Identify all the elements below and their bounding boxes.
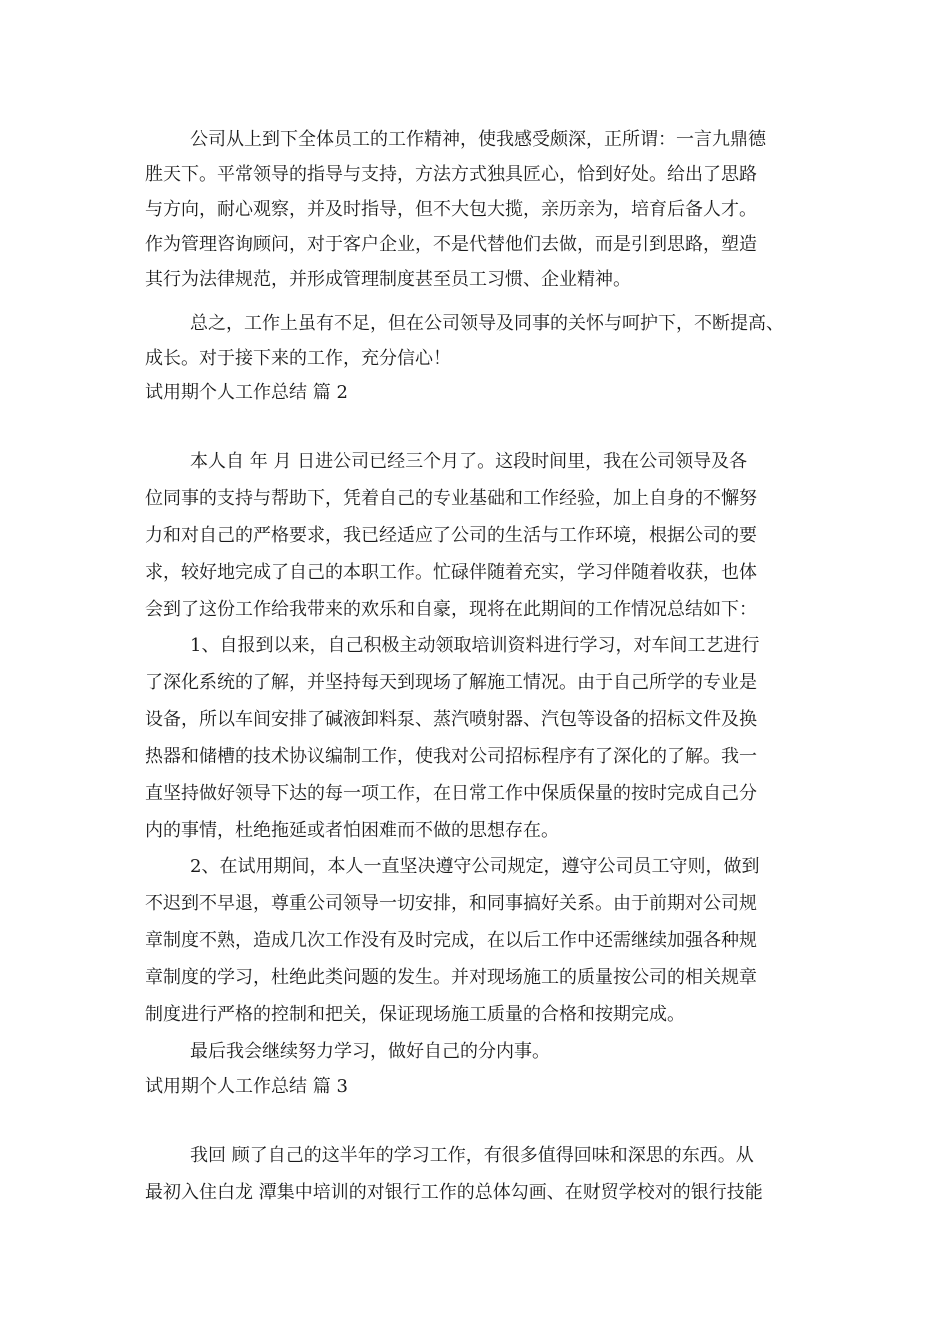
- text-line: 章制度不熟，造成几次工作没有及时完成，在以后工作中还需继续加强各种规: [145, 930, 757, 951]
- text-line: 直坚持做好领导下达的每一项工作，在日常工作中保质保量的按时完成自己分: [145, 783, 757, 804]
- text-line: 胜天下。平常领导的指导与支持，方法方式独具匠心，恰到好处。给出了思路: [145, 164, 757, 185]
- text-line: 我回 顾了自己的这半年的学习工作，有很多值得回味和深思的东西。从: [190, 1145, 754, 1166]
- text-line: 本人自 年 月 日进公司已经三个月了。这段时间里，我在公司领导及各: [190, 451, 748, 472]
- text-line: 制度进行严格的控制和把关，保证现场施工质量的合格和按期完成。: [145, 1004, 685, 1025]
- text-line: 求，较好地完成了自己的本职工作。忙碌伴随着充实，学习伴随着收获，也体: [145, 562, 757, 583]
- section-heading: 试用期个人工作总结 篇 3: [145, 1076, 348, 1097]
- text-line: 总之，工作上虽有不足，但在公司领导及同事的关怀与呵护下，不断提高、: [190, 313, 784, 334]
- text-line: 热器和储槽的技术协议编制工作，使我对公司招标程序有了深化的了解。我一: [145, 746, 757, 767]
- text-line: 最初入住白龙 潭集中培训的对银行工作的总体勾画、在财贸学校对的银行技能: [145, 1182, 763, 1203]
- text-line: 会到了这份工作给我带来的欢乐和自豪，现将在此期间的工作情况总结如下：: [145, 599, 757, 620]
- text-line: 作为管理咨询顾问，对于客户企业，不是代替他们去做，而是引到思路，塑造: [145, 234, 757, 255]
- text-line: 位同事的支持与帮助下，凭着自己的专业基础和工作经验，加上自身的不懈努: [145, 488, 757, 509]
- text-line: 力和对自己的严格要求，我已经适应了公司的生活与工作环境，根据公司的要: [145, 525, 757, 546]
- text-line: 其行为法律规范，并形成管理制度甚至员工习惯、企业精神。: [145, 269, 631, 290]
- text-line: 最后我会继续努力学习，做好自己的分内事。: [190, 1041, 550, 1062]
- text-line: 与方向，耐心观察，并及时指导，但不大包大揽，亲历亲为，培育后备人才。: [145, 199, 757, 220]
- text-line: 章制度的学习，杜绝此类问题的发生。并对现场施工的质量按公司的相关规章: [145, 967, 757, 988]
- text-line: 内的事情，杜绝拖延或者怕困难而不做的思想存在。: [145, 820, 559, 841]
- section-heading: 试用期个人工作总结 篇 2: [145, 382, 348, 403]
- text-line: 了深化系统的了解，并坚持每天到现场了解施工情况。由于自己所学的专业是: [145, 672, 757, 693]
- text-line: 不迟到不早退，尊重公司领导一切安排，和同事搞好关系。由于前期对公司规: [145, 893, 757, 914]
- text-line: 设备，所以车间安排了碱液卸料泵、蒸汽喷射器、汽包等设备的招标文件及换: [145, 709, 757, 730]
- text-line: 2、在试用期间，本人一直坚决遵守公司规定，遵守公司员工守则，做到: [190, 856, 760, 877]
- text-line: 成长。对于接下来的工作，充分信心！: [145, 348, 451, 369]
- text-line: 1、自报到以来，自己积极主动领取培训资料进行学习，对车间工艺进行: [190, 635, 760, 656]
- text-line: 公司从上到下全体员工的工作精神，使我感受颇深，正所谓：一言九鼎德: [190, 129, 766, 150]
